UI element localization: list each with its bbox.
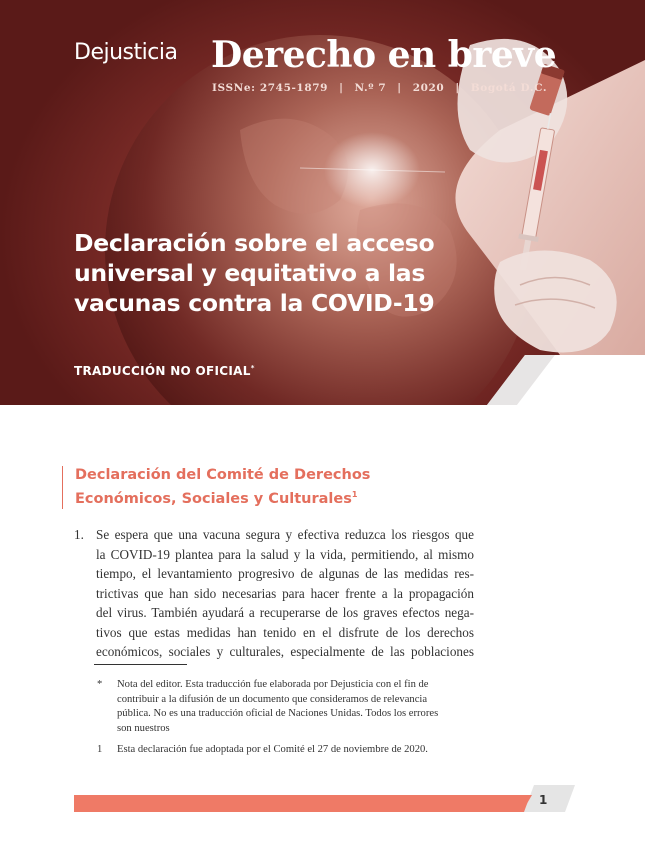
paragraph-line: trictivas que han sido necesarias para hacer frente a la propagación bbox=[96, 585, 474, 601]
footnote-line: son nuestros bbox=[117, 722, 170, 734]
brand-logo: Dejusticia bbox=[74, 40, 178, 65]
paragraph-line: tiempo, el levantamiento progresivo de algunas de las medidas res- bbox=[96, 566, 474, 581]
paragraph-line: económicos, sociales y culturales, especialmente de las poblaciones bbox=[96, 644, 474, 659]
footnote-line: Esta declaración fue adoptada por el Comité el 27 de noviembre de 2020. bbox=[117, 744, 428, 755]
footnote-mark: * bbox=[97, 679, 103, 690]
issn: ISSNe: 2745-1879 bbox=[212, 82, 329, 94]
document-title-line: vacunas contra la COVID-19 bbox=[74, 289, 435, 317]
meta-separator: | bbox=[455, 82, 460, 94]
page-number: 1 bbox=[539, 793, 548, 807]
footnote-mark: 1 bbox=[97, 744, 103, 755]
subtitle-footnote-mark: * bbox=[250, 364, 255, 372]
document-title-line: Declaración sobre el acceso bbox=[74, 229, 435, 257]
paragraph-number: 1. bbox=[74, 527, 84, 542]
footnote-line: Nota del editor. Esta traducción fue elaborada por Dejusticia con el fin de bbox=[117, 679, 429, 690]
subtitle-text: TRADUCCIÓN NO OFICIAL bbox=[74, 364, 251, 378]
paragraph-line: del virus. También ayudará a recuperarse de los graves efectos nega- bbox=[96, 605, 474, 620]
footnote-line: contribuir a la difusión de un documento que consideramos de relevancia bbox=[117, 693, 428, 705]
paragraph-line: la COVID-19 plantea para la salud y la vida, permitiendo, al mismo bbox=[96, 546, 474, 562]
section-footnote-ref: 1 bbox=[351, 490, 358, 499]
document-title-line: universal y equitativo a las bbox=[74, 259, 426, 287]
meta-separator: | bbox=[339, 82, 344, 94]
issue-year: 2020 bbox=[412, 82, 445, 94]
section-heading-line: Económicos, Sociales y Culturales bbox=[75, 490, 352, 507]
section-heading-line: Declaración del Comité de Derechos bbox=[75, 467, 371, 483]
series-title: Derecho en breve bbox=[211, 34, 557, 76]
issue-number: N.º 7 bbox=[354, 82, 387, 94]
paragraph-line: tivos que estas medidas han tenido en el disfrute de los derechos bbox=[96, 624, 474, 640]
issue-city: Bogotá D.C. bbox=[470, 82, 548, 94]
paragraph-line: Se espera que una vacuna segura y efectiva reduzca los riesgos que bbox=[96, 527, 474, 542]
footnote-line: pública. No es una traducción oficial de Naciones Unidas. Todos los errores bbox=[117, 708, 439, 719]
meta-separator: | bbox=[397, 82, 402, 94]
